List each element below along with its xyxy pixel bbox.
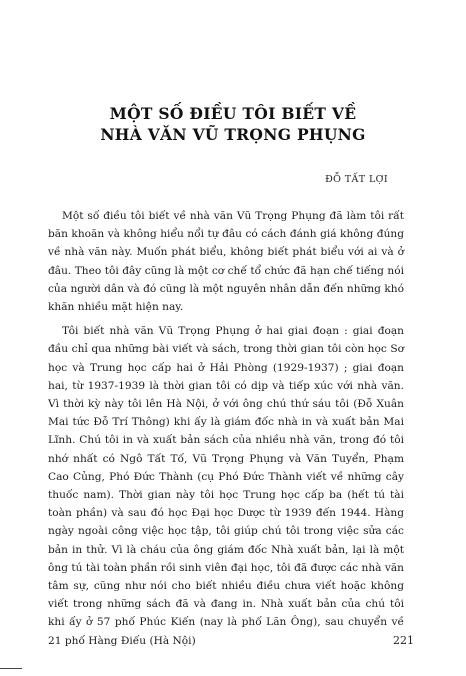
title-line-2: NHÀ VĂN VŨ TRỌNG PHỤNG: [100, 125, 366, 144]
article-body: [48, 207, 404, 656]
page-number: 221: [393, 634, 414, 647]
article-title: [0, 103, 466, 145]
footer-rule: [0, 668, 22, 669]
title-line-1: MỘT SỐ ĐIỀU TÔI BIẾT VỀ: [109, 104, 357, 123]
author-name: ĐỖ TẤT LỢI: [325, 174, 388, 185]
paragraph-1: Một số điều tôi biết về nhà văn Vũ Trọng Phụng đã làm tôi rất băn khoăn và không hiểu nổi tự đâu có cách đánh giá không đúng về nhà văn này. Muốn phát biểu, không biết phát biểu với ai và ở đâu. Theo tôi đây cũng là một cơ chế tổ chức đã hạn chế tiếng nói của người dân và đó cũng là một nguyên nhân dẫn đến những khó khăn nhiều mặt hiện nay.: [48, 210, 404, 314]
paragraph-2: Tôi biết nhà văn Vũ Trọng Phụng ở hai giai đoạn : giai đoạn đầu chỉ qua những bài viết và sách, trong thời gian tôi còn học Sơ học và Trung học cấp hai ở Hải Phòng (1929-1937) ; giai đoạn hai, từ 1937-1939 là thời gian tôi có dịp và tiếp xúc với nhà văn. Vì thời kỳ này tôi lên Hà Nội, ở với ông chú thứ sáu tôi (Đỗ Xuân Mai tức Đỗ Trí Thông) khi ấy là giám đốc nhà in và xuất bản Mai Lĩnh. Chú tôi in và xuất bản sách của nhiều nhà văn, trong đó tôi nhớ nhất có Ngô Tất Tố, Vũ Trọng Phụng và Văn Tuyển, Phạm Cao Củng, Phó Đức Thành (cụ Phó Đức Thành viết về những cây thuốc nam). Thời gian này tôi học Trung học cấp ba (hết tú tài toàn phần) và sau đó học Đại học Dược từ 1939 đến 1944. Hàng ngày ngoài công việc học tập, tôi giúp chú tôi trong việc sửa các bản in thử. Vì là cháu của ông giám đốc Nhà xuất bản, lại là một ông tú tài toàn phần rồi sinh viên đại học, tôi đã được các nhà văn tâm sự, cũng như nói cho biết nhiều điều chưa viết hoặc không viết trong những sách đã và đang in. Nhà xuất bản của chú tôi khi ấy ở 57 phố Phúc Kiến (nay là phố Lãn Ông), sau chuyển về 21 phố Hàng Điếu (Hà Nội): [48, 325, 404, 647]
